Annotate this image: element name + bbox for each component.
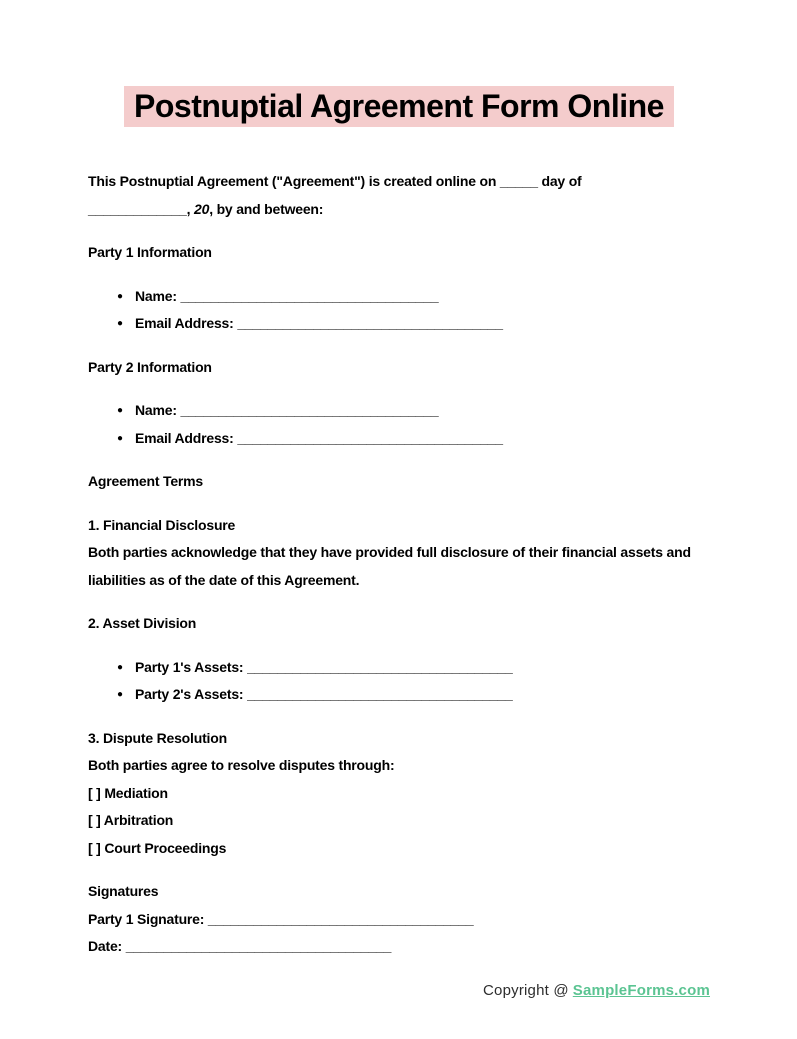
asset-division-title: 2. Asset Division [88,615,197,631]
title-row [88,86,710,131]
checkbox-label-mediation: Mediation [104,784,168,801]
party1-name-label: Name: [135,287,177,304]
party1-email-blank: ___________________________________ [237,315,503,331]
party2-assets-label: Party 2's Assets: [135,686,244,702]
intro-year: 20 [194,200,210,217]
party2-fields [88,397,710,452]
party1-assets-blank: ___________________________________ [247,658,513,675]
intro-line2 [88,196,710,224]
party2-email-row [88,425,710,453]
party1-name-blank: __________________________________ [180,287,439,304]
date-row [88,933,710,961]
party1-name-row [88,283,710,311]
party1-signature-blank: ___________________________________ [207,910,474,927]
party2-name-label: Name: [135,402,177,418]
party1-heading: Party 1 Information [88,244,212,260]
date-blank: ___________________________________ [125,938,392,954]
intro-paragraph [88,168,710,223]
date-label: Date: [88,938,123,954]
bullet-icon: ● [117,318,123,329]
party2-assets-row [88,681,710,709]
party1-signature-label: Party 1 Signature: [88,910,205,927]
party1-assets-label: Party 1's Assets: [135,658,244,675]
intro-line2-rest: , by and between: [209,200,324,217]
financial-disclosure-section [88,512,710,595]
footer-link[interactable]: SampleForms.com [572,981,710,999]
dispute-resolution-body: Both parties agree to resolve disputes through: [88,757,395,773]
party2-name-row [88,397,710,425]
party1-email-row [88,310,710,338]
copyright-text: Copyright @ [483,981,569,999]
party2-email-blank: ___________________________________ [237,429,503,446]
financial-disclosure-title: 1. Financial Disclosure [88,516,236,533]
checkbox-icon: [ ] [88,839,101,856]
agreement-terms-heading: Agreement Terms [88,473,204,489]
checkbox-label-court-proceedings: Court Proceedings [104,839,227,856]
page-title: Postnuptial Agreement Form Online [124,86,674,127]
bullet-icon: ● [117,661,123,673]
checkbox-icon: [ ] [88,812,101,828]
checkbox-label-arbitration: Arbitration [103,812,174,828]
bullet-icon: ● [117,432,123,444]
bullet-icon: ● [117,689,123,700]
signatures-section [88,878,710,961]
checkbox-option-mediation [88,780,710,808]
party2-name-blank: __________________________________ [180,402,439,418]
financial-disclosure-body: Both parties acknowledge that they have provided full disclosure of their financial assets and liabilities as of the date of this Agreement. [88,544,691,588]
bullet-icon: ● [117,290,123,302]
party1-email-label: Email Address: [135,315,234,331]
party1-signature-row [88,906,710,934]
party2-email-label: Email Address: [135,429,234,446]
checkbox-option-court-proceedings [88,835,710,863]
checkbox-option-arbitration [88,807,710,835]
footer [88,977,710,1005]
dispute-resolution-section [88,725,710,863]
party1-assets-row [88,654,710,682]
party1-fields [88,283,710,338]
intro-date-blank: _____________, [88,200,194,217]
party2-assets-blank: ___________________________________ [247,686,513,702]
bullet-icon: ● [117,405,123,416]
intro-line1: This Postnuptial Agreement ("Agreement") is created online on _____ day of [88,173,582,189]
asset-division-fields [88,654,710,709]
dispute-resolution-title: 3. Dispute Resolution [88,729,227,746]
party2-heading: Party 2 Information [88,358,212,375]
checkbox-icon: [ ] [88,784,101,801]
signatures-heading: Signatures [88,883,159,899]
